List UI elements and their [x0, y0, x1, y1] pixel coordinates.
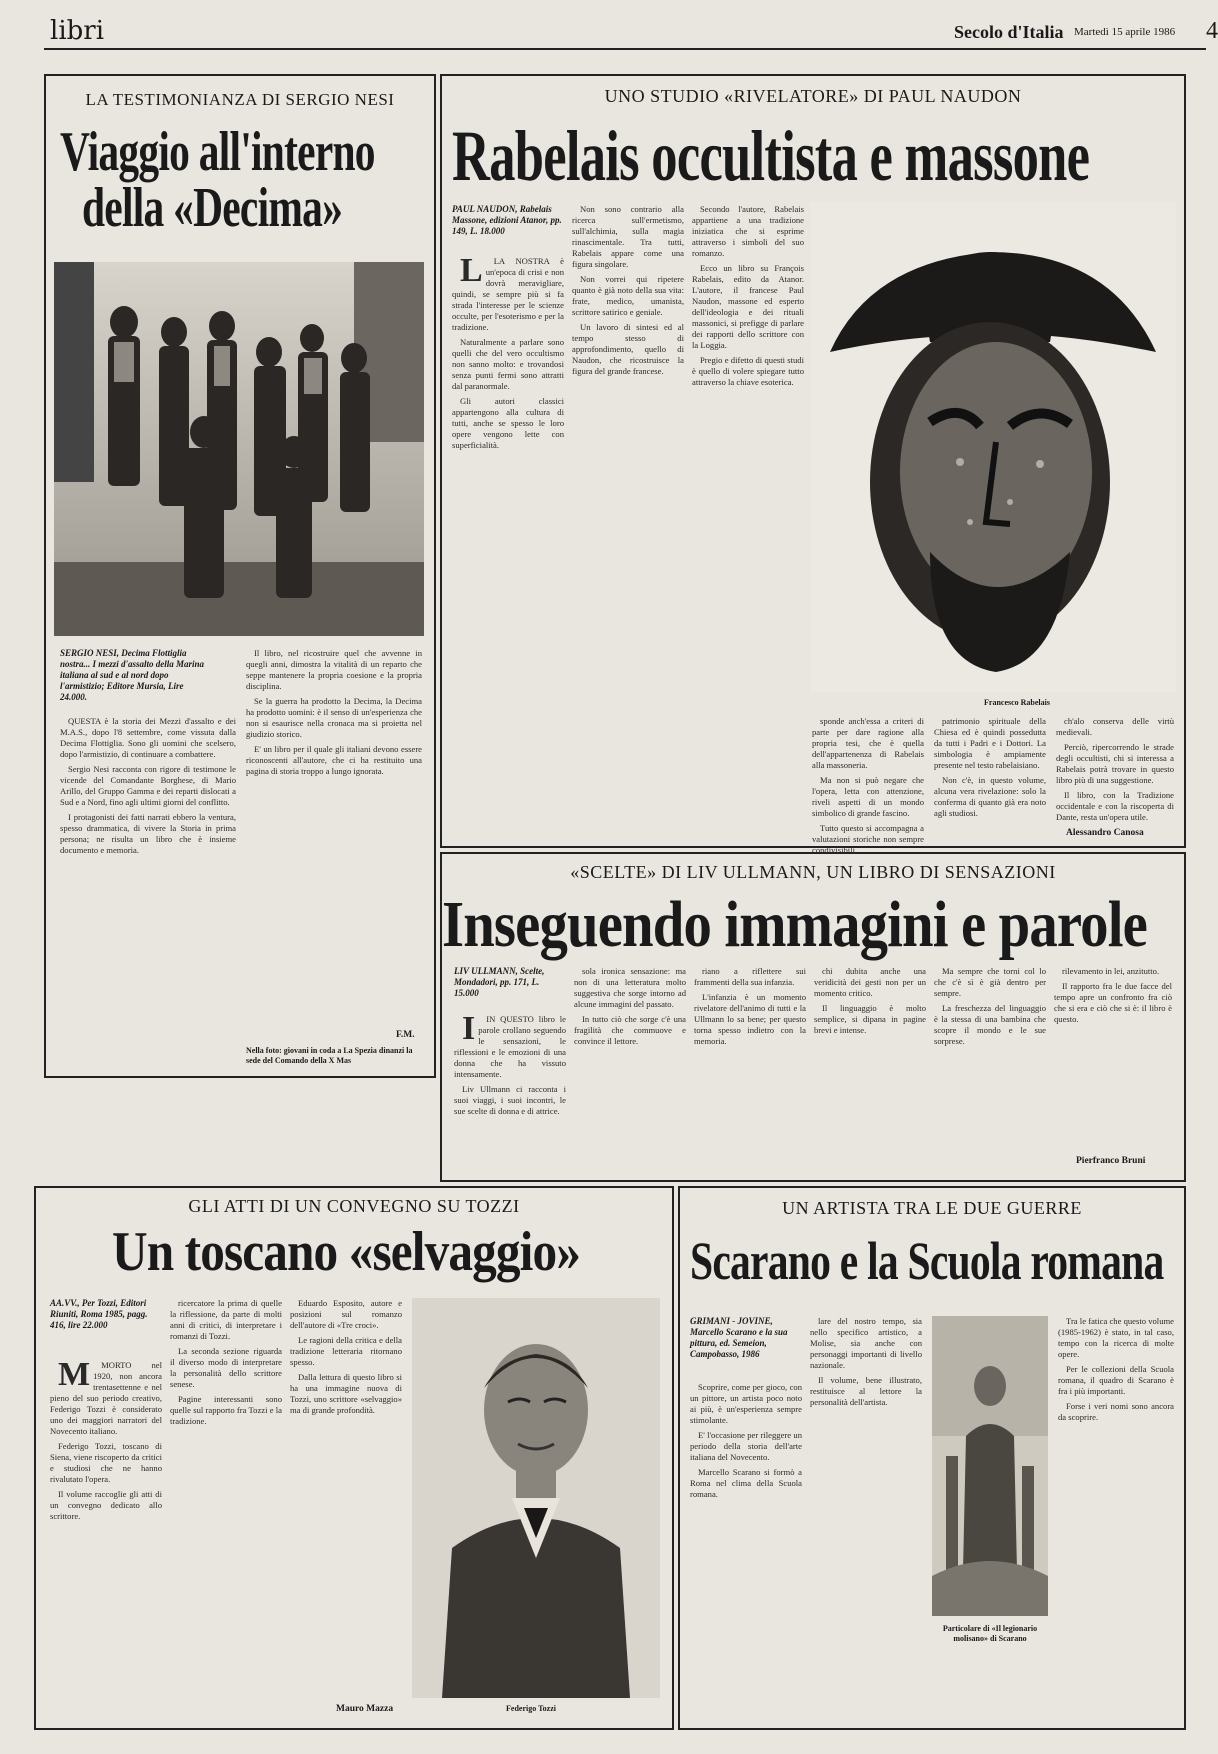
article-column-2 — [170, 1298, 282, 1716]
article-column-4 — [814, 966, 926, 1170]
article-column-2 — [574, 966, 686, 1170]
paragraph: sponde anch'essa a criteri di parte per dare ragione alla propria tesi, che è quella dell'appartenenza di Rabelais alla massoneria. — [812, 716, 924, 770]
paragraph: chi dubita anche una veridicità dei gesti non per un momento critico. — [814, 966, 926, 998]
photo-decima-recruits — [54, 262, 424, 636]
paragraph: Per le collezioni della Scuola romana, il quadro di Scarano è fra i più importanti. — [1058, 1364, 1174, 1396]
article-signature: F.M. — [396, 1030, 415, 1040]
section-label: libri — [50, 16, 105, 46]
photo-caption: Particolare di «Il legionario molisano» di Scarano — [942, 1624, 1038, 1643]
paragraph: Perciò, ripercorrendo le strade degli occultisti, chi si interessa a Rabelais potrà trovare in questo libro più di una suggestione. — [1056, 742, 1174, 785]
paragraph: patrimonio spirituale della Chiesa ed è quindi possedutta da tutti i Padri e i Dottori. La simbologia è ampiamente presente nel testo rabelaisiano. — [934, 716, 1046, 770]
article-column-1 — [454, 1010, 566, 1170]
article-author: Pierfranco Bruni — [1076, 1156, 1146, 1166]
paragraph: Ma non si può negare che l'opera, letta con attenzione, riveli aspetti di un mondo simbolico di grande fascino. — [812, 775, 924, 818]
photo-caption: Francesco Rabelais — [984, 698, 1050, 707]
article-column-1 — [60, 716, 236, 1062]
article-column-3 — [290, 1298, 402, 1698]
article-ullmann — [440, 852, 1186, 1182]
paragraph: Non c'è, in questo volume, alcuna vera rivelazione: solo la conferma di quanto già era noto agli studiosi. — [934, 775, 1046, 818]
article-column-2 — [246, 648, 422, 1038]
article-byline: GRIMANI - JOVINE, Marcello Scarano e la sua pittura, ed. Semeion, Campobasso, 1986 — [690, 1316, 788, 1359]
article-column-6 — [1056, 716, 1174, 822]
paragraph: Ma sempre che torni col lo che c'è sì è già dentro per sempre. — [934, 966, 1046, 998]
page-number: 4 — [1206, 18, 1218, 44]
paragraph: Pregio e difetto di questi studi è quello di volere spiegare tutto attraverso la chiave esoterica. — [692, 355, 804, 387]
article-headline: Viaggio all'interno — [60, 121, 375, 183]
article-kicker: «SCELTE» DI LIV ULLMANN, UN LIBRO DI SENSAZIONI — [570, 862, 1056, 882]
painting-legionario — [932, 1316, 1048, 1616]
paragraph: Le ragioni della critica e della tradizione letteraria ritornano spesso. — [290, 1335, 402, 1367]
newspaper-title: Secolo d'Italia — [954, 22, 1064, 42]
paragraph: Non sono contrario alla ricerca sull'ermetismo, sull'alchimia, sulla magia rinascimentale. Tra tutti, Rabelais appare come una figura singolare. — [572, 204, 684, 269]
paragraph: E' l'occasione per rileggere un periodo della storia dell'arte italiana del Novecento. — [690, 1430, 802, 1462]
paragraph: La seconda sezione riguarda il diverso modo di interpretare la personalità dello scrittore senese. — [170, 1346, 282, 1389]
paragraph: Il rapporto fra le due facce del tempo apre un confronto fra ciò che si era e ciò che si è: il libro è questo. — [1054, 981, 1172, 1024]
article-column-1 — [452, 252, 564, 836]
article-column-1 — [50, 1356, 162, 1716]
paragraph: Tra le fatica che questo volume (1985-1962) è stato, in tal caso, tempo con la ricerca di molte opere. — [1058, 1316, 1174, 1359]
paragraph: rilevamento in lei, anzitutto. — [1062, 966, 1160, 976]
paragraph: Liv Ullmann ci racconta i suoi viaggi, i suoi incontri, le sue scelte di donna e di attrice. — [454, 1084, 566, 1116]
paragraph: lare del nostro tempo, sia nello specifico artistico, a Molise, sia anche con personaggi importanti di livello nazionale. — [810, 1316, 922, 1370]
article-byline: AA.VV., Per Tozzi, Editori Riuniti, Roma 1985, pagg. 416, lire 22.000 — [50, 1298, 148, 1330]
paragraph: Il libro, con la Tradizione occidentale e con la riscoperta di Dante, resta un'opera utile. — [1056, 790, 1174, 822]
article-column-3 — [694, 966, 806, 1170]
article-byline: SERGIO NESI, Decima Flottiglia nostra... I mezzi d'assalto della Marina italiana al sud e al nord dopo l'armistizio; Editore Mursia, Lire 24.000. — [60, 648, 205, 702]
article-kicker: UN ARTISTA TRA LE DUE GUERRE — [782, 1198, 1082, 1218]
paragraph: M MORTO nel 1920, non ancora trentasettenne e nel pieno del suo periodo creativo, Federigo Tozzi è considerato uno dei maggiori narratori del Novecento italiano. — [50, 1356, 162, 1436]
photo-caption: Federigo Tozzi — [506, 1704, 556, 1713]
paragraph: riano a riflettere sui frammenti della sua infanzia. — [694, 966, 806, 987]
paragraph: Un lavoro di sintesi ed al tempo stesso di approfondimento, quello di Naudon, che ricostruisce la figura del grande francese. — [572, 322, 684, 376]
article-kicker: GLI ATTI DI UN CONVEGNO SU TOZZI — [188, 1196, 520, 1216]
article-column-5 — [934, 966, 1046, 1170]
article-byline: PAUL NAUDON, Rabelais Massone, edizioni Atanor, pp. 149, L. 18.000 — [452, 204, 562, 236]
article-headline: Scarano e la Scuola romana — [690, 1231, 1164, 1291]
article-column-5 — [934, 716, 1046, 842]
article-column-1 — [690, 1382, 802, 1716]
article-kicker: UNO STUDIO «RIVELATORE» DI PAUL NAUDON — [604, 86, 1022, 106]
paragraph: Tutto questo si accompagna a valutazioni storiche non sempre condivisibili. — [812, 823, 924, 855]
article-column-3 — [1058, 1316, 1174, 1716]
paragraph: Il volume raccoglie gli atti di un convegno dedicato allo scrittore. — [50, 1489, 162, 1521]
paragraph: Gli autori classici appartengono alla cultura di tutti, anche se spesso le loro opere vengono lette con superficialità. — [452, 396, 564, 450]
paragraph: Il volume, bene illustrato, restituisce al lettore la personalità dell'artista. — [810, 1375, 922, 1407]
article-column-2 — [810, 1316, 922, 1716]
paragraph: ricercatore la prima di quelle la riflessione, da parte di molti anni di critici, di interpretare i romanzi di Tozzi. — [170, 1298, 282, 1341]
article-column-3 — [692, 204, 804, 836]
article-column-4 — [812, 716, 924, 855]
paragraph: Dalla lettura di questo libro si ha una immagine nuova di Tozzi, uno scrittore «selvaggio» ma di grande profondità. — [290, 1372, 402, 1415]
paragraph: I IN QUESTO libro le parole crollano seguendo le sensazioni, le riflessioni e le emozioni di una donna che ha vissuto intensamente. — [454, 1010, 566, 1079]
paragraph: Se la guerra ha prodotto la Decima, la Decima ha prodotto uomini: è il senso di un'esperienza che non si esaurisce nella cronaca ma si proietta nel giudizio storico. — [246, 696, 422, 739]
paragraph: I protagonisti dei fatti narrati ebbero la ventura, spesso drammatica, di vivere la Storia in prima persona; ne risulta un libro che è insieme documento e memoria. — [60, 812, 236, 855]
paragraph: In tutto ciò che sorge c'è una fragilità che commuove e convince il lettore. — [574, 1014, 686, 1046]
article-kicker: LA TESTIMONIANZA DI SERGIO NESI — [85, 90, 395, 109]
paragraph: Marcello Scarano si formò a Roma nel clima della Scuola romana. — [690, 1467, 802, 1499]
paragraph: Non vorrei qui ripetere quanto è già noto della sua vita: frate, medico, umanista, scrittore satirico e geniale. — [572, 274, 684, 317]
paragraph: sola ironica sensazione: ma non di una letteratura molto suggestiva che sorge intorno ad alcune immagini del passato. — [574, 966, 686, 1009]
article-headline: Inseguendo immagini e parole — [442, 888, 1147, 961]
article-column-2 — [572, 204, 684, 836]
paragraph: La freschezza del linguaggio è la stessa di una bambina che scopre il mondo e le sue sorprese. — [934, 1003, 1046, 1046]
article-rabelais — [440, 74, 1186, 855]
masthead — [44, 14, 1218, 50]
article-column-6 — [1054, 966, 1172, 1150]
paragraph: ch'alo conserva delle virtù medievali. — [1056, 716, 1174, 737]
paragraph: Secondo l'autore, Rabelais appartiene a una tradizione iniziatica che si esprime attraverso i simboli del suo romanzo. — [692, 204, 804, 258]
article-headline-line2: della «Decima» — [82, 177, 343, 239]
article-scarano — [678, 1186, 1186, 1730]
paragraph: Il libro, nel ricostruire quel che avvenne in quegli anni, dimostra la vitalità di un reparto che seppe mantenere la propria coesione e la propria disciplina. — [246, 648, 422, 691]
paragraph: Naturalmente a parlare sono quelli che del vero occultismo non sanno molto: e trovandosi senza punti fermi sono attratti dal paranormale. — [452, 337, 564, 391]
paragraph: Il linguaggio è molto semplice, si dipana in pagine brevi e intense. — [814, 1003, 926, 1035]
paragraph: QUESTA è la storia dei Mezzi d'assalto e dei M.A.S., dopo l'8 settembre, come vissuta dalla Decima Flottiglia. Sono gli uomini che scelsero, dopo l'armistizio, di continuare a combattere. — [60, 716, 236, 759]
paragraph: Sergio Nesi racconta con rigore di testimone le vicende del Comandante Borghese, di Mario Arillo, del Gruppo Gamma e dei reparti dislocati a Sud e a Nord, fino agli ultimi giorni del conflitto. — [60, 764, 236, 807]
article-author: Alessandro Canosa — [1066, 828, 1144, 838]
paragraph: L'infanzia è un momento rivelatore dell'animo di tutti e la Ullmann lo sa bene; per questo torna spesso indietro con la memoria. — [694, 992, 806, 1046]
paragraph: Forse i veri nomi sono ancora da scoprire. — [1058, 1401, 1174, 1422]
photo-caption: Nella foto: giovani in coda a La Spezia dinanzi la sede del Comando della X Mas — [246, 1046, 413, 1065]
paragraph: Federigo Tozzi, toscano di Siena, viene riscoperto da critici e studiosi che ne hanno rivalutato l'opera. — [50, 1441, 162, 1484]
paragraph: E' un libro per il quale gli italiani devono essere riconoscenti all'autore, che ci ha restituito una pagina di storia troppo a lungo ignorata. — [246, 744, 422, 776]
paragraph: Scoprire, come per gioco, con un pittore, un artista poco noto ai più, è un'esperienza sempre stimolante. — [690, 1382, 802, 1425]
paragraph: Eduardo Esposito, autore e posizioni sul romanzo dell'autore di «Tre croci». — [290, 1298, 402, 1330]
paragraph: Pagine interessanti sono quelle sul rapporto fra Tozzi e la tradizione. — [170, 1394, 282, 1426]
paragraph: Ecco un libro su François Rabelais, edito da Atanor. L'autore, il francese Paul Naudon, massone ed esperto dell'ideologia e dei rituali massonici, si prefigge di parlare dei rapporti dello scrittore con la Loggia. — [692, 263, 804, 350]
paragraph: L LA NOSTRA è un'epoca di crisi e non dovrà meravigliare, quindi, se sempre più si fa strada l'interesse per le scienze occulte, per l'esoterismo e per la tradizione. — [452, 252, 564, 332]
article-byline: LIV ULLMANN, Scelte, Mondadori, pp. 171, L. 15.000 — [454, 966, 545, 998]
article-headline: Rabelais occultista e massone — [452, 116, 1090, 196]
article-tozzi — [34, 1186, 674, 1730]
portrait-tozzi — [412, 1298, 660, 1698]
issue-date: Martedì 15 aprile 1986 — [1074, 26, 1176, 38]
portrait-rabelais — [810, 202, 1176, 692]
article-headline: Un toscano «selvaggio» — [112, 1221, 580, 1283]
article-nesi — [44, 74, 436, 1078]
article-author: Mauro Mazza — [336, 1704, 394, 1714]
